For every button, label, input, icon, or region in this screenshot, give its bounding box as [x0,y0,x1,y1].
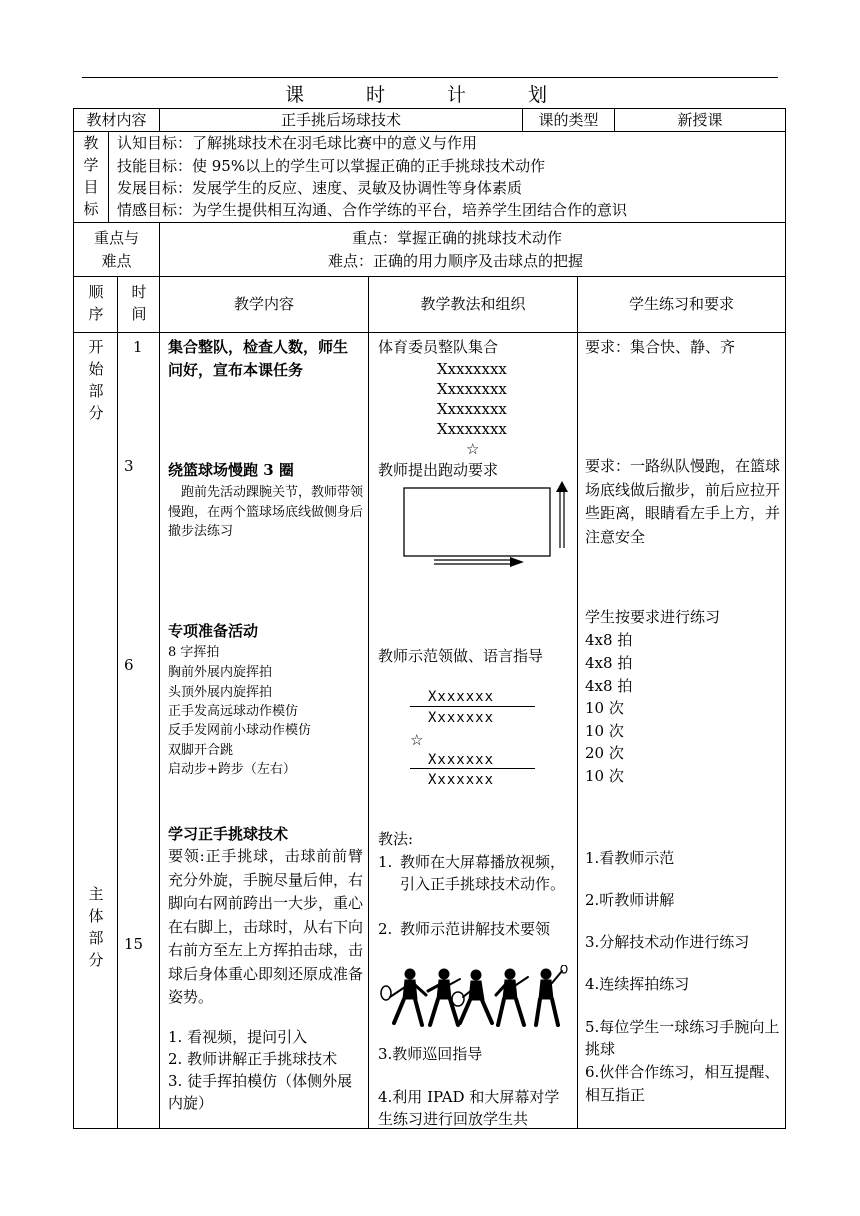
player-figure-icon [452,970,492,1023]
row1-formation-line: Xxxxxxxx [437,400,507,418]
row4-content-desc: 要领:正手挑球，击球前前臂充分外旋，手腕尽量后伸，右脚向右网前跨出一大步，重心在右脚上，击球时，从右下向右前方至左上方挥拍击球，击球后身体重心即刻还原成准备姿势。 [168,847,364,1006]
section-start: 开始部分 [88,338,104,422]
row3-practice-item: 4x8 拍 [585,677,633,695]
method-number: 1. [378,853,393,871]
goal-affective: 情感目标：为学生提供相互沟通、合作学练的平台，培养学生团结合作的意识 [117,201,628,219]
row3-practice-item: 4x8 拍 [585,631,633,649]
player-figure-icon [496,969,528,1025]
row2-practice: 要求：一路纵队慢跑，在篮球场底线做后撤步，前后应拉开些距离，眼睛看左手上方，并注意安全 [585,457,781,546]
row3-practice-item: 10 次 [585,699,624,717]
row1-time: 1 [133,338,143,356]
court-rectangle [404,488,550,556]
method-number: 2. [378,920,393,938]
row4-practice-item: 1.看教师示范 [585,849,675,867]
row2-time: 3 [124,457,134,475]
goal-cognitive: 认知目标：了解挑球技术在羽毛球比赛中的意义与作用 [117,134,478,152]
row3-formation-line: Xxxxxxx [428,710,495,726]
row3-practice-item: 10 次 [585,767,624,785]
row1-formation-line: Xxxxxxxx [437,420,507,438]
section-main: 主体部分 [88,885,104,969]
goal-development: 发展目标：发展学生的反应、速度、灵敏及协调性等身体素质 [117,179,523,197]
row1-method-title: 体育委员整队集合 [378,338,499,356]
difficult-point: 难点：正确的用力顺序及击球点的把握 [328,252,584,270]
row3-item: 8 字挥拍 [168,645,220,660]
running-route-diagram [398,478,573,574]
row4-step: 1. 看视频，提问引入 [168,1028,308,1046]
arrow-right-icon [434,557,524,567]
key-point: 重点：掌握正确的挑球技术动作 [352,229,563,247]
row4-method-item: 教师示范讲解技术要领 [400,920,551,938]
row3-formation-line: Xxxxxxx [428,689,495,705]
player-figure-icon [381,969,426,1025]
keypoints-label-line2: 难点 [101,252,132,270]
row3-practice-item: 4x8 拍 [585,654,633,672]
row4-practice-item: 4.连续挥拍练习 [585,975,690,993]
row3-formation-line: Xxxxxxx [428,752,495,768]
row3-item: 启动步+跨步（左右） [168,762,296,777]
row1-formation-line: Xxxxxxxx [437,380,507,398]
row4-step: 2. 教师讲解正手挑球技术 [168,1050,338,1068]
col-header-method: 教学教法和组织 [420,295,526,313]
teacher-star-icon: ☆ [410,731,424,749]
player-figure-icon [428,969,460,1025]
material-label: 教材内容 [86,111,147,129]
row4-method-patrol: 3.教师巡回指导 [378,1045,483,1063]
keypoints-label-line1: 重点与 [93,229,139,247]
row3-item: 反手发网前小球动作模仿 [168,723,312,738]
lesson-type-value: 新授课 [677,111,723,129]
row4-practice-item: 5.每位学生一球练习手腕向上挑球 [585,1018,780,1058]
row1-practice: 要求：集合快、静、齐 [585,338,736,356]
row1-content: 集合整队，检查人数，师生问好，宣布本课任务 [168,338,349,379]
page-title: 课 时 计 划 [284,84,576,106]
row3-practice-title: 学生按要求进行练习 [585,608,721,626]
row3-method-title: 教师示范领做、语言指导 [378,647,544,665]
row4-method-title: 教法: [378,830,414,848]
row4-practice-item: 2.听教师讲解 [585,891,675,909]
header-rule [82,77,778,78]
row3-content-title: 专项准备活动 [168,622,259,640]
row1-formation-line: Xxxxxxxx [437,360,507,378]
row3-practice-item: 10 次 [585,722,624,740]
arrow-up-icon [556,481,568,548]
goal-skill: 技能目标：使 95%以上的学生可以掌握正确的正手挑球技术动作 [117,157,546,175]
badminton-figures-image [378,965,568,1031]
row3-item: 头顶外展内旋挥拍 [168,685,273,700]
row3-practice-item: 20 次 [585,744,624,762]
col-header-time: 时间 [131,283,147,323]
row2-method-title: 教师提出跑动要求 [378,461,499,479]
row3-item: 双脚开合跳 [168,743,234,758]
row4-practice-item: 6.伙伴合作练习，相互提醒、相互指正 [585,1063,780,1104]
row2-content-title: 绕篮球场慢跑 3 圈 [168,461,294,479]
lesson-type-label: 课的类型 [538,111,599,129]
row3-item: 胸前外展内旋挥拍 [168,665,273,680]
goals-label: 教学目标 [83,134,99,218]
row2-content-desc: 跑前先活动踝腕关节，教师带领慢跑，在两个篮球场底线做侧身后撤步法练习 [168,485,364,539]
row4-method-item: 教师在大屏幕播放视频，引入正手挑球技术动作。 [400,853,566,893]
row4-practice-item: 3.分解技术动作进行练习 [585,933,750,951]
col-header-practice: 学生练习和要求 [628,295,734,313]
row3-formation-line: Xxxxxxx [428,772,495,788]
row4-time: 15 [124,935,144,953]
player-figure-icon [536,965,567,1025]
col-header-content: 教学内容 [233,295,294,313]
teacher-star-icon: ☆ [466,440,480,458]
row3-item: 正手发高远球动作模仿 [168,704,299,719]
row3-time: 6 [124,656,134,674]
col-header-order: 顺序 [88,283,104,323]
row4-method-ipad: 4.利用 IPAD 和大屏幕对学生练习进行回放学生共 [378,1088,560,1128]
material-value: 正手挑后场球技术 [280,111,401,129]
row4-step: 3. 徒手挥拍模仿（体侧外展内旋） [168,1072,353,1112]
row4-content-title: 学习正手挑球技术 [168,825,289,843]
